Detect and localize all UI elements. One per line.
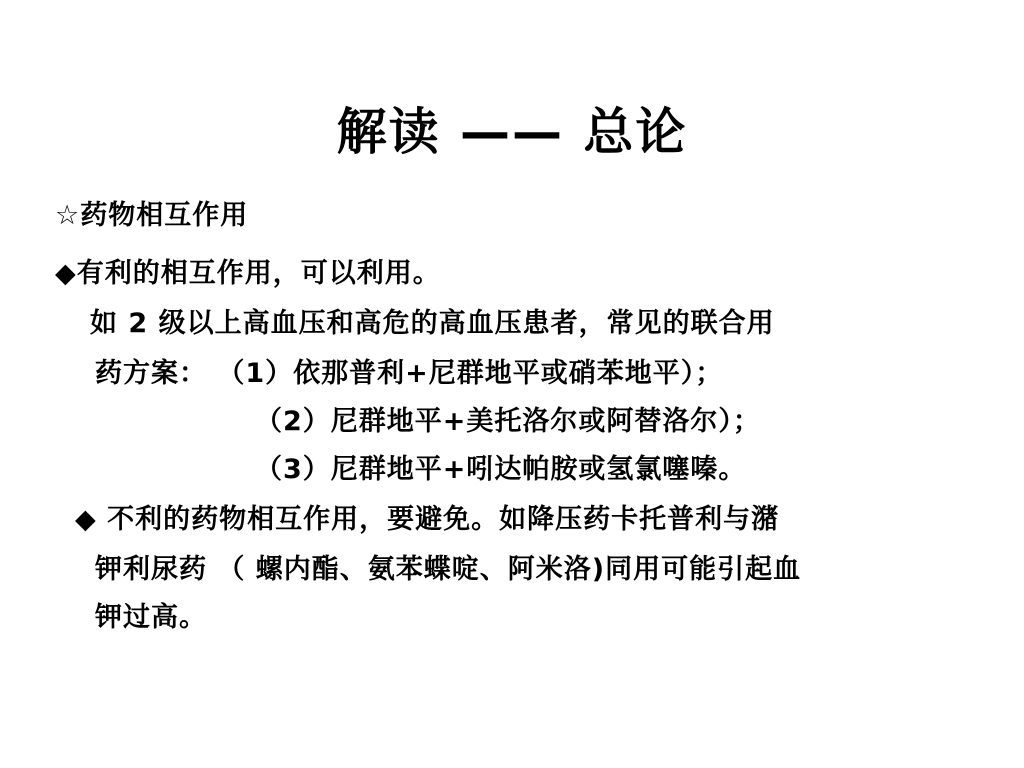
text-line: 药方案： （1）依那普利+尼群地平或硝苯地平）； [95,358,724,389]
bullet-adverse: ◆ 不利的药物相互作用，要避免。如降压药卡托普利与潴 [75,504,780,535]
text-line: （3）尼群地平+吲达帕胺或氢氯噻嗪。 [255,454,747,485]
bullet-beneficial: ◆有利的相互作用，可以利用。 [55,258,441,289]
section-heading: ☆药物相互作用 [55,200,249,231]
text-line: （2）尼群地平+美托洛尔或阿替洛尔）； [255,406,761,437]
text-line: 钾过高。 [95,602,207,633]
text-line: 钾利尿药 （ 螺内酯、氨苯蝶啶、阿米洛)同用可能引起血 [95,554,802,585]
slide-title: 解读 —— 总论 [336,103,688,161]
text-line: 如 2 级以上高血压和高危的高血压患者，常见的联合用 [90,308,775,339]
